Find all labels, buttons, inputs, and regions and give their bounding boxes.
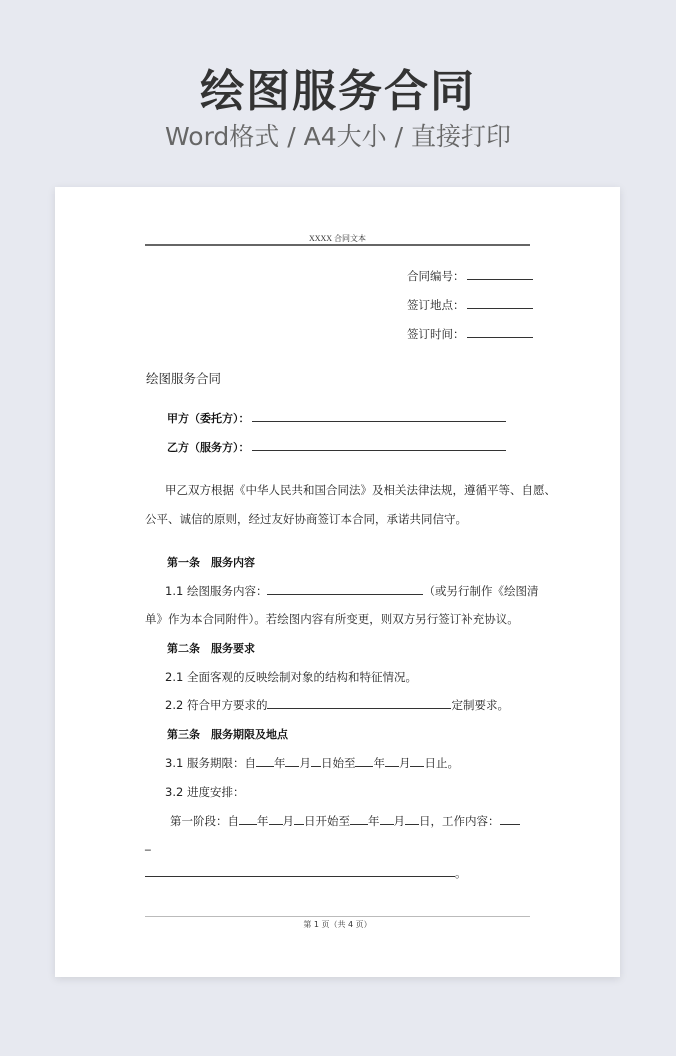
contract-number-field bbox=[407, 268, 533, 284]
contract-number-label: 合同编号： bbox=[407, 269, 465, 283]
day-label: 日开始至 bbox=[304, 814, 350, 828]
header-divider bbox=[145, 244, 530, 246]
day-label: 日止。 bbox=[424, 756, 459, 770]
signing-place-field bbox=[407, 297, 533, 313]
party-a-field bbox=[167, 410, 506, 426]
contract-number-blank[interactable] bbox=[467, 268, 533, 280]
signing-time-blank[interactable] bbox=[467, 326, 533, 338]
work-content-blank[interactable] bbox=[500, 813, 520, 825]
signing-time-field bbox=[407, 326, 533, 342]
article-3-item-1 bbox=[165, 755, 459, 771]
article-1-heading: 第一条 服务内容 bbox=[167, 556, 255, 569]
stage-start-year-blank[interactable] bbox=[239, 813, 257, 825]
document-header-text: XXXX 合同文本 bbox=[308, 234, 367, 243]
stage-end-day-blank[interactable] bbox=[405, 813, 419, 825]
article-2-item-1: 2.1 全面客观的反映绘制对象的结构和特征情况。 bbox=[165, 670, 417, 684]
year-label: 年 bbox=[273, 756, 286, 770]
party-b-label: 乙方（服务方）： bbox=[167, 441, 250, 454]
stage-1-continuation bbox=[145, 865, 467, 881]
end-month-blank[interactable] bbox=[385, 755, 399, 767]
month-label: 月 bbox=[299, 756, 311, 770]
article-1-item-1-prefix: 1.1 绘图服务内容： bbox=[165, 584, 268, 598]
day-label: 日始至 bbox=[320, 756, 356, 770]
stage-1-prefix: 第一阶段：自 bbox=[170, 814, 239, 828]
article-2-heading: 第二条 服务要求 bbox=[167, 642, 255, 655]
article-2-item-2-suffix: 定制要求。 bbox=[451, 698, 509, 712]
article-1-item-1-line-2: 单》作为本合同附件）。若绘图内容有所变更，则双方另行签订补充协议。 bbox=[145, 612, 519, 626]
month-label: 月 bbox=[282, 814, 294, 828]
page-number: 第 1 页（共 4 页） bbox=[303, 920, 372, 929]
end-year-blank[interactable] bbox=[355, 755, 373, 767]
article-3-item-2: 3.2 进度安排： bbox=[165, 785, 245, 799]
month-label: 月 bbox=[393, 814, 405, 828]
party-b-blank[interactable] bbox=[252, 439, 506, 451]
party-a-label: 甲方（委托方）： bbox=[167, 412, 250, 425]
stage-1-dash: _ bbox=[145, 837, 151, 851]
article-1-item-1-suffix: （或另行制作《绘图清 bbox=[423, 584, 539, 598]
year-label: 年 bbox=[257, 814, 269, 828]
stage-start-day-blank[interactable] bbox=[294, 813, 304, 825]
stage-1-line bbox=[170, 813, 520, 829]
signing-place-label: 签订地点： bbox=[407, 298, 465, 312]
year-label: 年 bbox=[368, 814, 380, 828]
day-label: 日，工作内容： bbox=[419, 814, 500, 828]
intro-line-1: 甲乙双方根据《中华人民共和国合同法》及相关法律法规，遵循平等、自愿、 bbox=[165, 483, 556, 497]
hero-subtitle: Word格式 / A4大小 / 直接打印 bbox=[165, 122, 511, 151]
hero-title: 绘图服务合同 bbox=[200, 66, 476, 117]
signing-place-blank[interactable] bbox=[467, 297, 533, 309]
stage-1-end: 。 bbox=[455, 866, 467, 880]
end-day-blank[interactable] bbox=[410, 755, 424, 767]
start-month-blank[interactable] bbox=[285, 755, 299, 767]
signing-time-label: 签订时间： bbox=[407, 327, 465, 341]
stage-end-year-blank[interactable] bbox=[350, 813, 368, 825]
custom-requirement-blank[interactable] bbox=[267, 697, 451, 709]
start-year-blank[interactable] bbox=[256, 755, 274, 767]
month-label: 月 bbox=[398, 756, 411, 770]
article-2-item-2 bbox=[165, 697, 509, 713]
stage-start-month-blank[interactable] bbox=[269, 813, 283, 825]
drawing-content-blank[interactable] bbox=[267, 583, 423, 595]
document-title: 绘图服务合同 bbox=[146, 371, 222, 386]
party-a-blank[interactable] bbox=[252, 410, 506, 422]
footer-divider bbox=[145, 916, 530, 917]
article-3-heading: 第三条 服务期限及地点 bbox=[167, 728, 288, 741]
start-day-blank[interactable] bbox=[311, 755, 321, 767]
article-2-item-2-prefix: 2.2 符合甲方要求的 bbox=[165, 698, 268, 712]
work-content-long-blank[interactable] bbox=[145, 865, 455, 877]
article-1-item-1 bbox=[165, 583, 538, 599]
intro-line-2: 公平、诚信的原则，经过友好协商签订本合同，承诺共同信守。 bbox=[145, 512, 467, 526]
year-label: 年 bbox=[373, 756, 385, 770]
service-term-prefix: 3.1 服务期限：自 bbox=[165, 756, 256, 770]
document-page bbox=[55, 187, 620, 977]
stage-end-month-blank[interactable] bbox=[380, 813, 394, 825]
party-b-field bbox=[167, 439, 506, 455]
